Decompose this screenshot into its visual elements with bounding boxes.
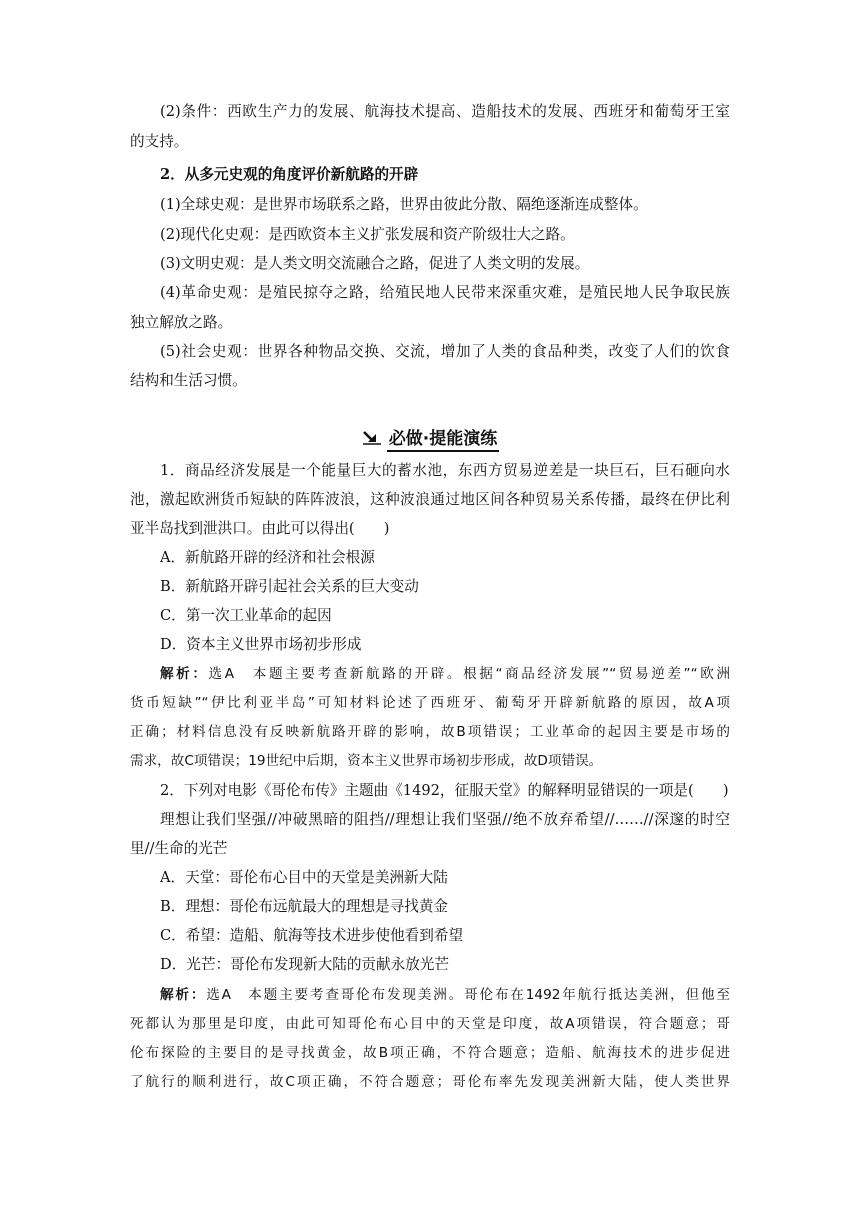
question-1-line: 1．商品经济发展是一个能量巨大的蓄水池，东西方贸易逆差是一块巨石，巨石砸向水 — [160, 462, 730, 479]
text-line: (2)条件：西欧生产力的发展、航海技术提高、造船技术的发展、西班牙和葡萄牙王室 — [160, 103, 730, 120]
explanation-label: 解析： — [160, 987, 207, 1003]
subheading: 2．从多元史观的角度评价新航路的开辟 — [160, 166, 419, 183]
section-heading — [0, 424, 860, 452]
question-2-line: 2．下列对电影《哥伦布传》主题曲《1492，征服天堂》的解释明显错误的一项是( ) — [160, 782, 729, 799]
text-line: (2)现代化史观：是西欧资本主义扩张发展和资产阶级壮大之路。 — [160, 226, 575, 243]
question-2-lyrics: 理想让我们坚强//冲破黑暗的阻挡//理想让我们坚强//绝不放弃希望//……//深邃的时空 — [160, 811, 730, 828]
text-line: (1)全球史观：是世界市场联系之路，世界由彼此分散、隔绝逐渐连成整体。 — [160, 196, 648, 213]
section-title: 必做·提能演练 — [387, 424, 499, 452]
question-1-explanation: 需求，故C项错误；19世纪中后期，资本主义世界市场初步形成，故D项错误。 — [130, 753, 603, 769]
text-line: (3)文明史观：是人类文明交流融合之路，促进了人类文明的发展。 — [160, 255, 590, 272]
question-1-option-d: D．资本主义世界市场初步形成 — [160, 636, 362, 653]
question-1-explanation: 正确；材料信息没有反映新航路开辟的影响，故B项错误；工业革命的起因主要是市场的 — [130, 724, 730, 740]
question-1-option-a: A．新航路开辟的经济和社会根源 — [160, 549, 375, 566]
question-1-option-b: B．新航路开辟引起社会关系的巨大变动 — [160, 578, 419, 595]
arrow-down-right-icon — [361, 430, 383, 446]
question-1-explanation: 货币短缺”“伊比利亚半岛”可知材料论述了西班牙、葡萄牙开辟新航路的原因，故A项 — [130, 695, 730, 711]
text-line: (5)社会史观：世界各种物品交换、交流，增加了人类的食品种类，改变了人们的饮食 — [160, 343, 730, 360]
question-2-option-d: D．光芒：哥伦布发现新大陆的贡献永放光芒 — [160, 956, 449, 973]
explanation-text: 选A 本题主要考查新航路的开辟。根据“商品经济发展”“贸易逆差”“欧洲 — [208, 666, 731, 682]
question-1-line: 池，激起欧洲货币短缺的阵阵波浪，这种波浪通过地区间各种贸易关系传播，最终在伊比利 — [130, 491, 730, 508]
question-1-line: 亚半岛找到泄洪口。由此可以得出( ) — [130, 520, 390, 537]
text-line: (4)革命史观：是殖民掠夺之路，给殖民地人民带来深重灾难，是殖民地人民争取民族 — [160, 284, 730, 301]
question-2-option-a: A．天堂：哥伦布心目中的天堂是美洲新大陆 — [160, 869, 448, 886]
question-2-explanation: 死都认为那里是印度，由此可知哥伦布心目中的天堂是印度，故A项错误，符合题意；哥 — [130, 1016, 730, 1032]
question-1-option-c: C．第一次工业革命的起因 — [160, 607, 332, 624]
explanation-label: 解析： — [160, 666, 209, 682]
question-1-explanation — [160, 664, 730, 684]
question-2-option-c: C．希望：造船、航海等技术进步使他看到希望 — [160, 927, 464, 944]
question-2-option-b: B．理想：哥伦布远航最大的理想是寻找黄金 — [160, 898, 449, 915]
question-2-explanation — [160, 985, 730, 1005]
explanation-text: 选A 本题主要考查哥伦布发现美洲。哥伦布在1492年航行抵达美洲，但他至 — [206, 987, 730, 1003]
text-line: 独立解放之路。 — [130, 314, 233, 331]
text-line: 结构和生活习惯。 — [130, 372, 247, 389]
question-2-explanation: 了航行的顺利进行，故C项正确，不符合题意；哥伦布率先发现美洲新大陆，使人类世界 — [130, 1074, 730, 1090]
question-2-explanation: 伦布探险的主要目的是寻找黄金，故B项正确，不符合题意；造船、航海技术的进步促进 — [130, 1045, 730, 1061]
text-line: 的支持。 — [130, 133, 189, 150]
question-2-lyrics: 里//生命的光芒 — [130, 840, 228, 857]
